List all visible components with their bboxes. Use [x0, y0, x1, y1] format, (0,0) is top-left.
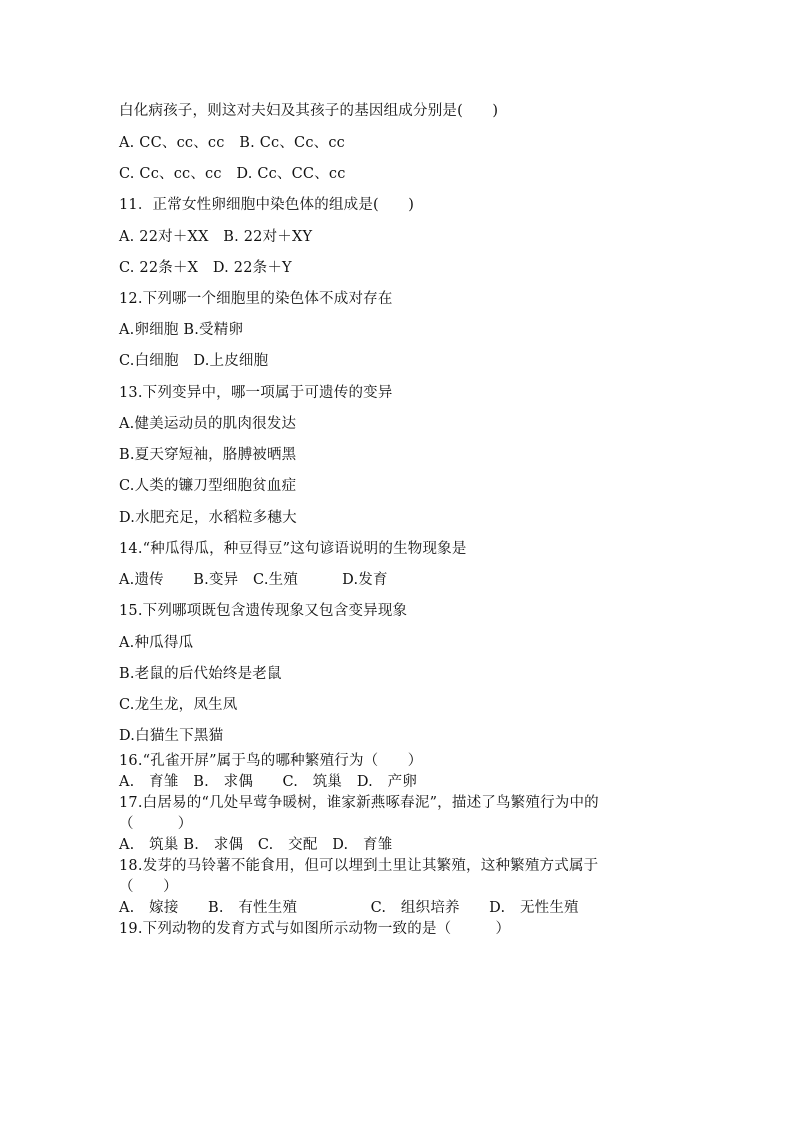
question-15-option-a: A.种瓜得瓜	[119, 635, 194, 651]
question-18-options: A. 嫁接 B. 有性生殖 C. 组织培养 D. 无性生殖	[119, 900, 579, 916]
question-15-option-b: B.老鼠的后代始终是老鼠	[119, 666, 282, 682]
question-13-stem: 13.下列变异中，哪一项属于可遗传的变异	[119, 385, 393, 401]
question-12-stem: 12.下列哪一个细胞里的染色体不成对存在	[119, 291, 393, 307]
question-12-options-ab: A.卵细胞 B.受精卵	[119, 322, 244, 338]
question-13-option-c: C.人类的镰刀型细胞贫血症	[119, 478, 297, 494]
question-13-option-b: B.夏天穿短袖，胳膊被晒黑	[119, 447, 297, 463]
question-17-options: A. 筑巢 B. 求偶 C. 交配 D. 育雏	[119, 837, 393, 853]
question-16-stem: 16.“孔雀开屏”属于鸟的哪种繁殖行为（ ）	[119, 753, 423, 769]
question-10-options-cd: C. Cc、cc、cc D. Cc、CC、cc	[119, 166, 346, 182]
question-11-options-cd: C. 22条＋X D. 22条＋Y	[119, 260, 292, 276]
question-18-stem: 18.发芽的马铃薯不能食用，但可以埋到土里让其繁殖，这种繁殖方式属于	[119, 858, 599, 874]
question-13-option-d: D.水肥充足，水稻粒多穗大	[119, 510, 297, 526]
question-11-options-ab: A. 22对＋XX B. 22对＋XY	[119, 229, 313, 245]
question-10-stem-continued: 白化病孩子，则这对夫妇及其孩子的基因组成分别是( )	[119, 103, 499, 119]
question-15-option-d: D.白猫生下黑猫	[119, 728, 224, 744]
question-14-options: A.遗传 B.变异 C.生殖 D.发育	[119, 572, 388, 588]
question-12-options-cd: C.白细胞 D.上皮细胞	[119, 353, 269, 369]
question-13-option-a: A.健美运动员的肌肉很发达	[119, 416, 297, 432]
question-15-option-c: C.龙生龙，凤生凤	[119, 697, 238, 713]
question-16-options: A. 育雏 B. 求偶 C. 筑巢 D. 产卵	[119, 774, 418, 790]
question-17-stem: 17.白居易的“几处早莺争暖树，谁家新燕啄春泥”，描述了鸟繁殖行为中的	[119, 795, 599, 811]
question-10-options-ab: A. CC、cc、cc B. Cc、Cc、cc	[119, 135, 346, 151]
question-18-blank: （ ）	[119, 879, 178, 895]
question-19-stem: 19.下列动物的发育方式与如图所示动物一致的是（ ）	[119, 921, 511, 937]
question-17-blank: （ ）	[119, 816, 193, 832]
question-14-stem: 14.“种瓜得瓜，种豆得豆”这句谚语说明的生物现象是	[119, 541, 467, 557]
question-15-stem: 15.下列哪项既包含遗传现象又包含变异现象	[119, 603, 408, 619]
question-11-stem: 11．正常女性卵细胞中染色体的组成是( )	[119, 197, 415, 213]
